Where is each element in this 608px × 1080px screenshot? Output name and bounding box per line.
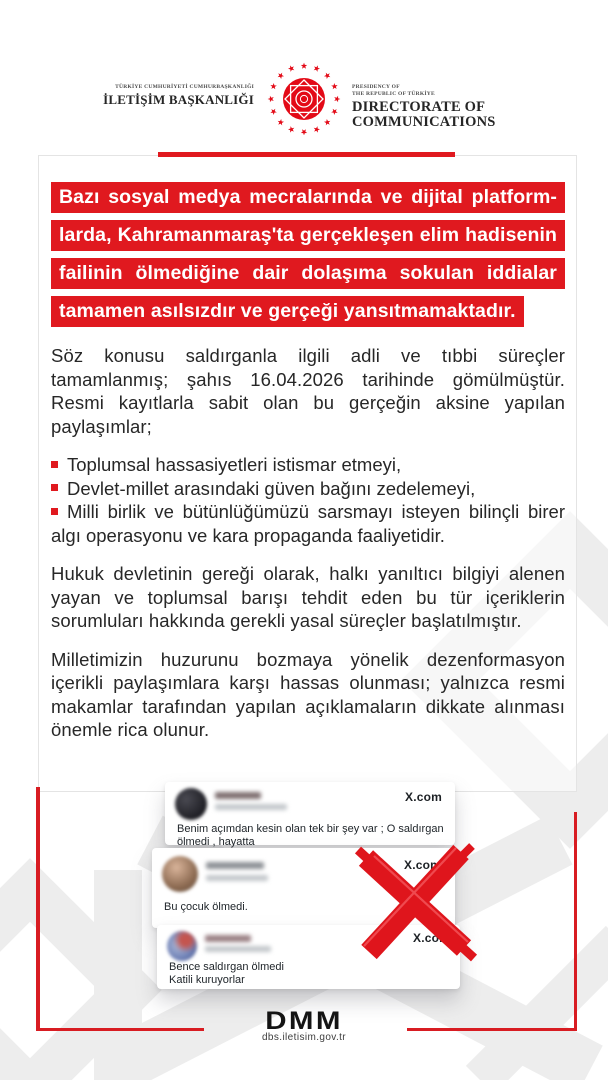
headline-banner	[51, 182, 565, 344]
blurred-handle	[205, 946, 271, 952]
bullet-square-icon	[51, 484, 58, 491]
headline-line-2: larda, Kahramanmaraş'ta gerçekleşen elim hadisenin	[51, 220, 565, 251]
x-logo: X.com	[404, 790, 442, 804]
footer-url: dbs.iletisim.gov.tr	[261, 1032, 347, 1043]
x-logo: X.com	[412, 931, 450, 945]
bullet-square-icon	[51, 508, 58, 515]
x-logo: X.com	[403, 858, 441, 872]
header-left-block	[88, 84, 254, 108]
tweet-text	[169, 961, 439, 986]
frame-line-right	[574, 812, 578, 1031]
frame-line-left	[36, 787, 40, 1031]
header-right-title-1: DIRECTORATE OF	[352, 99, 486, 115]
tweet-text-line-2: Katili kuruyorlar	[169, 973, 245, 986]
dmm-logo: DMM	[265, 1007, 343, 1035]
tweet-text: Benim açımdan kesin olan tek bir şey var ; O saldırgan ölmedi , hayatta	[177, 823, 444, 848]
body-paragraph-2: Hukuk devletinin gereği olarak, halkı yanıltıcı bilgiyi alenen yayan ve toplumsal barışı tehdit eden bu tür içeriklerin sorumluları hakkında gerekli yasal süreçler başlatılmıştır.	[51, 563, 565, 631]
blurred-username	[215, 792, 261, 799]
presidency-emblem-icon	[266, 59, 342, 135]
blurred-handle	[206, 875, 268, 881]
header-left-title: İLETİŞİM BAŞKANLIĞI	[103, 92, 254, 107]
bullet-list	[51, 453, 565, 547]
bullet-item-1	[51, 453, 565, 477]
announcement-card	[38, 155, 577, 792]
body-paragraph-1: Söz konusu saldırganla ilgili adli ve tıbbi süreçler tamamlanmış; şahıs 16.04.2026 tarihinde gömülmüştür. Resmi kayıtlarla sabit olan bu gerçeğin aksine yapılan paylaşımlar;	[51, 345, 565, 437]
bullet-item-2	[51, 477, 565, 501]
headline-line-3: failinin ölmediğine dair dolaşıma sokulan iddialar	[51, 258, 565, 289]
header-right-small-text-2: THE REPUBLIC OF TÜRKİYE	[352, 90, 435, 97]
red-cross-mark-icon	[348, 842, 482, 962]
bullet-item-2-text: Devlet-millet arasındaki güven bağını zedelemeyi,	[67, 477, 476, 499]
avatar	[162, 856, 198, 892]
header-left-small-text: TÜRKİYE CUMHURİYETİ CUMHURBAŞKANLIĞI	[115, 84, 254, 90]
header-right-small-text-1: PRESIDENCY OF	[352, 84, 400, 90]
header-right-block	[352, 84, 522, 129]
blurred-username	[206, 862, 264, 869]
tweet-text-line-1: Bence saldırgan ölmedi	[169, 961, 284, 973]
bullet-square-icon	[51, 461, 58, 468]
headline-line-4: tamamen asılsızdır ve gerçeği yansıtmamaktadır.	[51, 296, 524, 327]
body-paragraph-3: Milletimizin huzurunu bozmaya yönelik dezenformasyon içerikli paylaşımlara karşı hassas olunması; yalnızca resmi makamlar tarafından yapılan açıklamaların dikkate alınması önemle rica olunur.	[51, 648, 565, 740]
tweet-screenshot-1	[165, 782, 455, 848]
tweet-text: Bu çocuk ölmedi.	[164, 901, 248, 913]
avatar	[167, 931, 197, 961]
blurred-username	[205, 935, 251, 942]
header-right-title-2: COMMUNICATIONS	[352, 113, 496, 130]
bullet-item-3	[51, 500, 565, 547]
avatar	[175, 788, 207, 820]
card-top-accent	[158, 152, 455, 157]
blurred-handle	[215, 804, 287, 810]
headline-line-1: Bazı sosyal medya mecralarında ve dijital platform-	[51, 182, 565, 213]
bullet-item-1-text: Toplumsal hassasiyetleri istismar etmeyi,	[67, 454, 402, 475]
bullet-item-3-text: Milli birlik ve bütünlüğümüzü sarsmayı isteyen bilinçli birer algı operasyonu ve kara propaganda faaliyetidir.	[51, 501, 565, 546]
